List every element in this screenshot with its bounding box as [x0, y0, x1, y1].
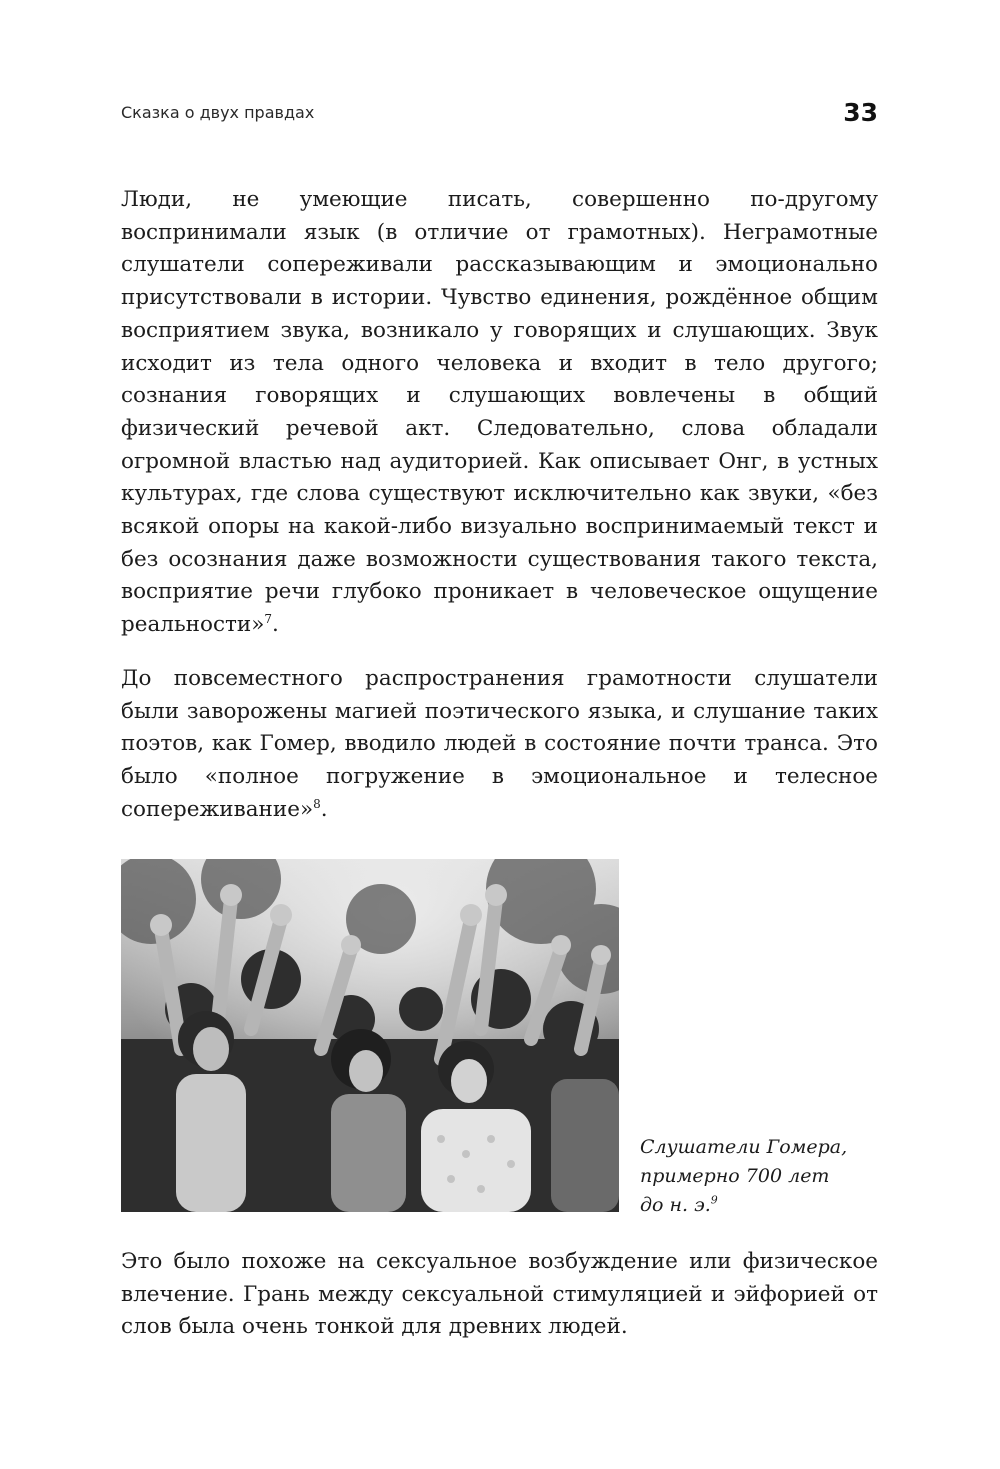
- crowd-photo: [121, 859, 619, 1212]
- paragraph-1-tail: .: [272, 612, 279, 638]
- caption-line-3-text: до н. э.: [640, 1194, 711, 1216]
- page-number: 33: [843, 98, 878, 127]
- paragraph-2-text: До повсеместного распространения грамотности слушатели были заворожены магией поэтического языка, и слушание таких поэтов, как Гомер, вводило людей в состояние почти транса. Это было «полное погружение в эмоциональное и телесное сопереживание»: [121, 666, 878, 822]
- paragraph-1-text: Люди, не умеющие писать, совершенно по-другому воспринимали язык (в отличие от грамотных). Неграмотные слушатели сопереживали рассказывающим и эмоционально присутствовали в истории. Чувство единения, рождённое общим восприятием звука, возникало у говорящих и слушающих. Звук исходит из тела одного человека и входит в тело другого; сознания говорящих и слушающих вовлечены в общий физический речевой акт. Следовательно, слова обладали огромной властью над аудиторией. Как описывает Онг, в устных культурах, где слова существуют исключительно как звуки, «без всякой опоры на какой-либо визуально воспринимаемый текст и без осознания даже возможности существования такого текста, восприятие речи глубоко проникает в человеческое ощущение реальности»: [121, 187, 878, 638]
- caption-line-2: примерно 700 лет: [640, 1165, 830, 1187]
- caption-line-3: [640, 1191, 880, 1220]
- footnote-ref-9[interactable]: 9: [710, 1193, 718, 1207]
- paragraph-1: [121, 184, 878, 642]
- paragraph-2-tail: .: [320, 796, 328, 822]
- paragraph-2: [121, 663, 878, 827]
- caption-line-1: Слушатели Гомера,: [640, 1136, 848, 1158]
- paragraph-3: [121, 1246, 878, 1344]
- running-title: Сказка о двух правдах: [121, 103, 315, 122]
- paragraph-3-text: Это было похоже на сексуальное возбуждение или физическое влечение. Грань между сексуальной стимуляцией и эйфорией от слов была очень тонкой для древних людей.: [121, 1249, 878, 1340]
- footnote-ref-8[interactable]: 8: [313, 796, 321, 811]
- crowd-photo-illustration: [121, 859, 619, 1212]
- running-head: [121, 100, 878, 132]
- footnote-ref-7[interactable]: 7: [264, 611, 273, 626]
- figure-caption: [640, 1133, 880, 1220]
